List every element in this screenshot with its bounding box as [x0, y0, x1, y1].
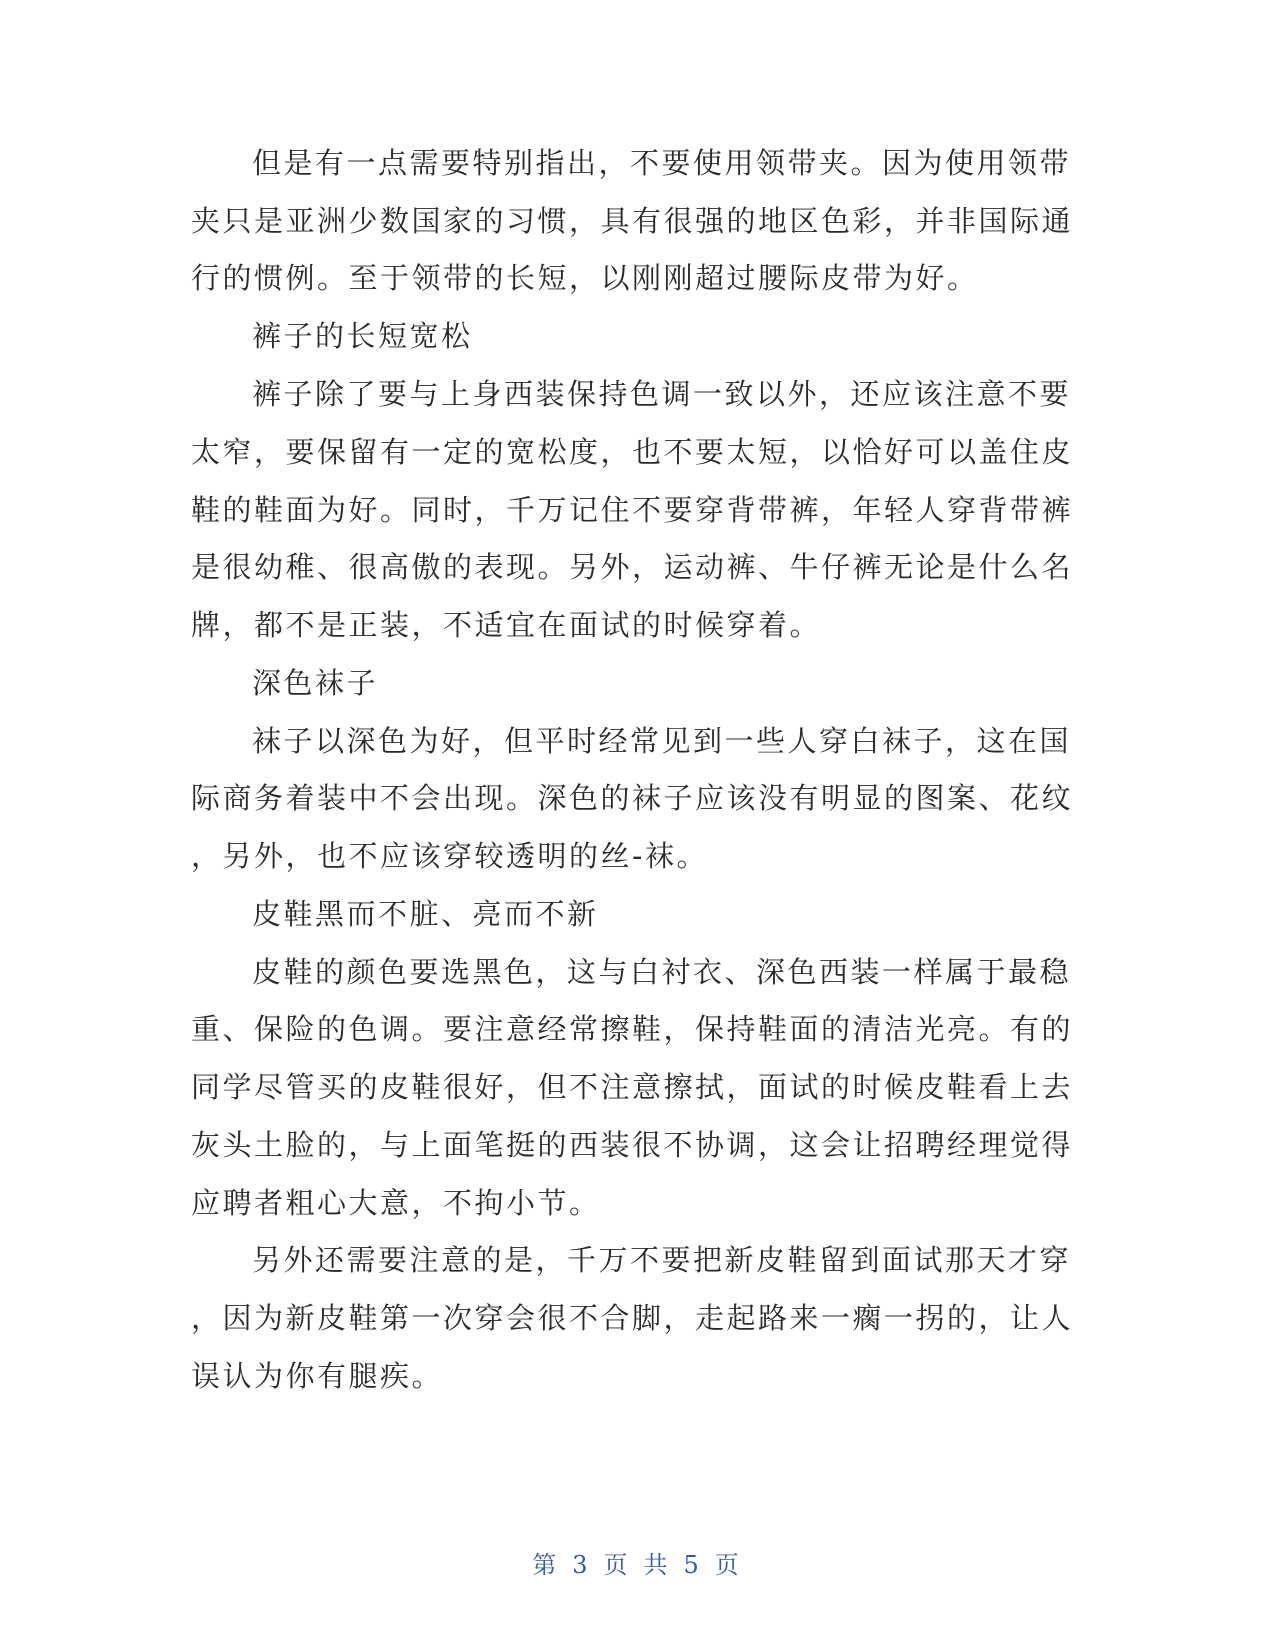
section-heading: 深色袜子 — [252, 666, 379, 700]
paragraph-line: 另外还需要注意的是，千万不要把新皮鞋留到面试那天才穿 — [252, 1243, 1072, 1277]
paragraph-line: 灰头土脸的，与上面笔挺的西装很不协调，这会让招聘经理觉得 — [191, 1128, 1074, 1162]
paragraph-line: ，因为新皮鞋第一次穿会很不合脚，走起路来一瘸一拐的，让人 — [191, 1301, 1074, 1335]
paragraph-line: 际商务着装中不会出现。深色的袜子应该没有明显的图案、花纹 — [191, 781, 1074, 815]
section-heading: 皮鞋黑而不脏、亮而不新 — [252, 897, 599, 931]
paragraph-line: 牌，都不是正装，不适宜在面试的时候穿着。 — [191, 608, 822, 642]
paragraph-line: 重、保险的色调。要注意经常擦鞋，保持鞋面的清洁光亮。有的 — [191, 1012, 1074, 1046]
paragraph-line: ，另外，也不应该穿较透明的丝-袜。 — [191, 839, 708, 873]
footer-total-word: 共 — [643, 1551, 672, 1579]
paragraph-line: 夹只是亚洲少数国家的习惯，具有很强的地区色彩，并非国际通 — [191, 204, 1074, 238]
paragraph-line: 袜子以深色为好，但平时经常见到一些人穿白袜子，这在国 — [252, 724, 1072, 758]
footer-current-page: 3 — [572, 1551, 592, 1579]
paragraph-line: 是很幼稚、很高傲的表现。另外，运动裤、牛仔裤无论是什么名 — [191, 550, 1074, 584]
footer-page-word: 页 — [603, 1551, 632, 1579]
footer-suffix: 页 — [714, 1551, 743, 1579]
paragraph-line: 鞋的鞋面为好。同时，千万记住不要穿背带裤，年轻人穿背带裤 — [191, 493, 1074, 527]
paragraph-line: 裤子除了要与上身西装保持色调一致以外，还应该注意不要 — [252, 377, 1072, 411]
section-heading: 裤子的长短宽松 — [252, 319, 473, 353]
paragraph-line: 同学尽管买的皮鞋很好，但不注意擦拭，面试的时候皮鞋看上去 — [191, 1070, 1074, 1104]
page-footer — [0, 1545, 1275, 1580]
paragraph-line: 误认为你有腿疾。 — [191, 1359, 444, 1393]
footer-prefix: 第 — [532, 1551, 561, 1579]
paragraph-line: 但是有一点需要特别指出，不要使用领带夹。因为使用领带 — [252, 146, 1072, 180]
paragraph-line: 皮鞋的颜色要选黑色，这与白衬衣、深色西装一样属于最稳 — [252, 955, 1072, 989]
paragraph-line: 应聘者粗心大意，不拘小节。 — [191, 1186, 601, 1220]
paragraph-line: 太窄，要保留有一定的宽松度，也不要太短，以恰好可以盖住皮 — [191, 435, 1074, 469]
footer-total-pages: 5 — [683, 1551, 703, 1579]
paragraph-line: 行的惯例。至于领带的长短，以刚刚超过腰际皮带为好。 — [191, 261, 979, 295]
